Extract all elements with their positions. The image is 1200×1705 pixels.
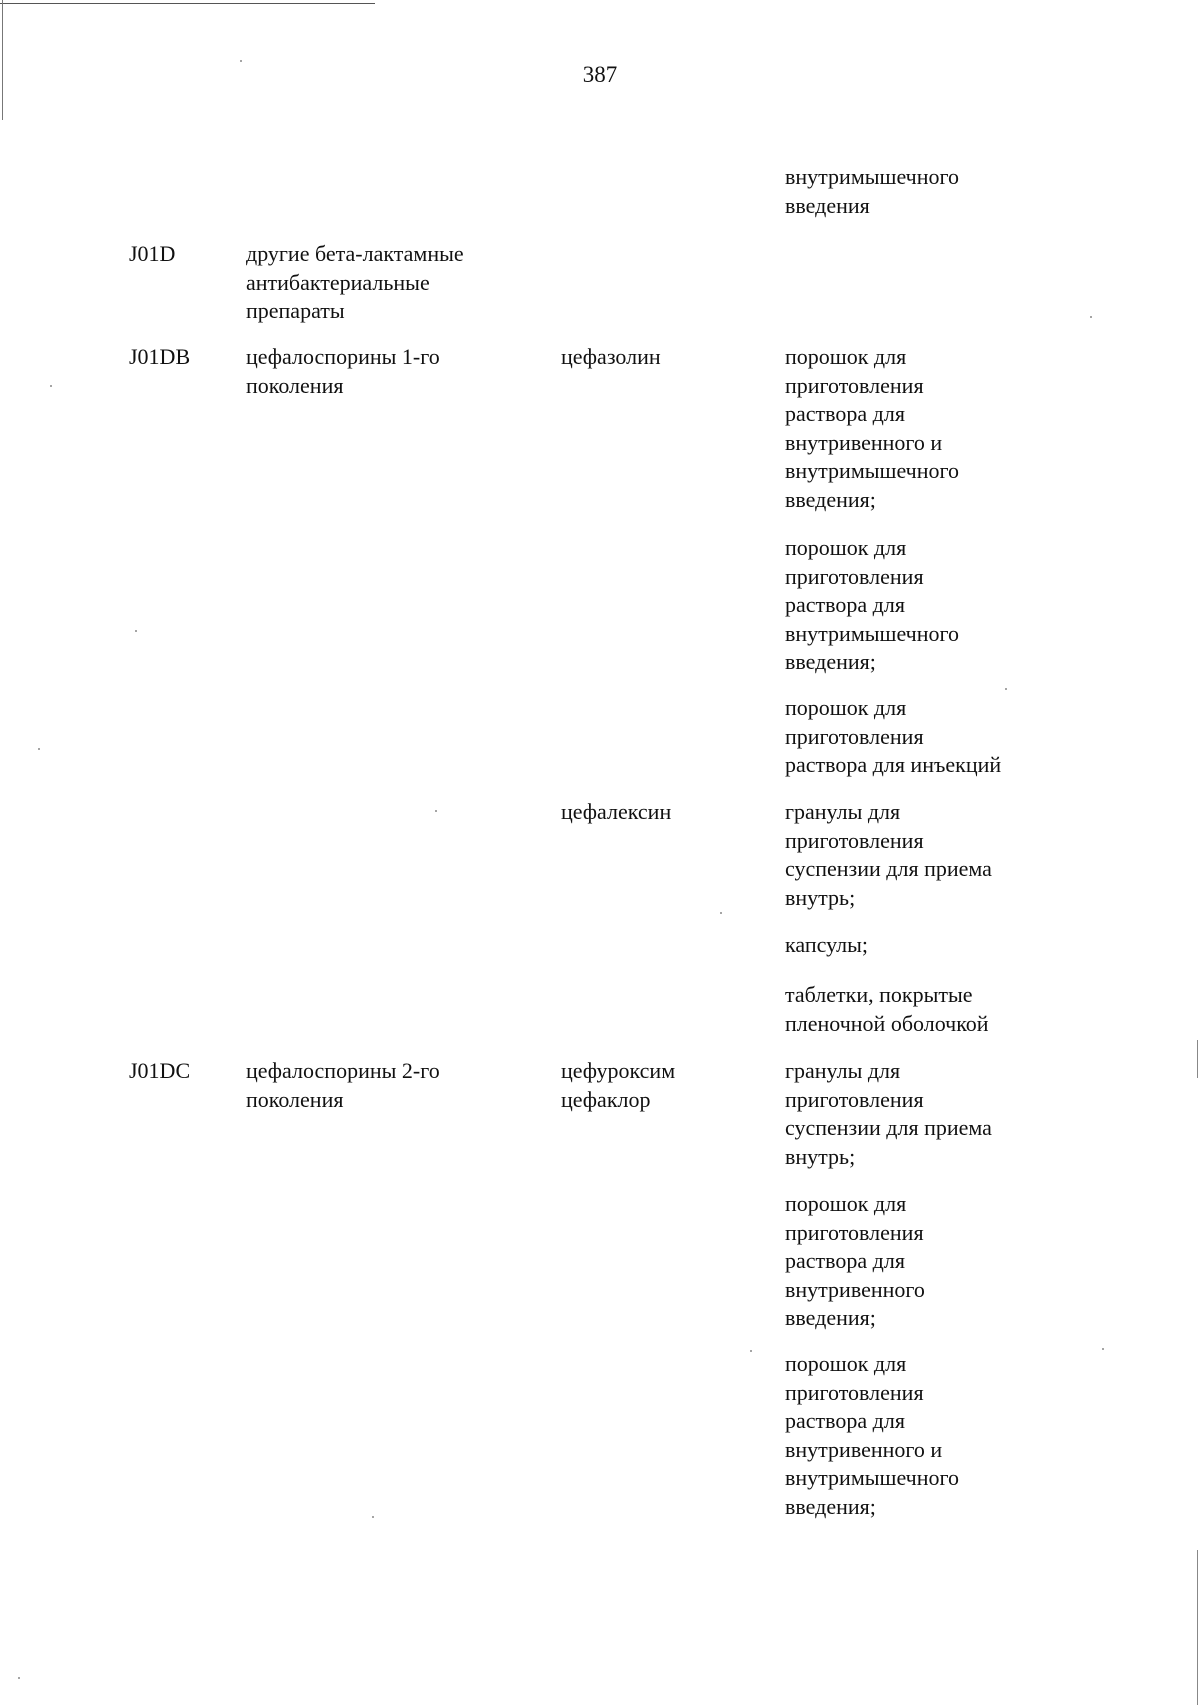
atc-code: J01DC — [129, 1058, 191, 1083]
atc-group-name: другие бета-лактамные антибактериальные препараты — [246, 241, 464, 323]
scan-edge-right — [1197, 1040, 1198, 1078]
dosage-form: капсулы; — [785, 932, 868, 957]
scan-speck — [720, 912, 722, 914]
dosage-form: внутримышечного введения — [785, 164, 959, 218]
dosage-form: порошок для приготовления раствора для инъекций — [785, 695, 1002, 777]
atc-code: J01DB — [129, 344, 191, 369]
atc-group-name: цефалоспорины 2-го поколения — [246, 1058, 440, 1112]
scan-speck — [240, 60, 242, 62]
dosage-form: порошок для приготовления раствора для внутривенного и внутримышечного введения; — [785, 344, 959, 512]
scan-edge-left — [2, 0, 3, 120]
scan-speck — [18, 1677, 20, 1679]
dosage-form: порошок для приготовления раствора для внутривенного введения; — [785, 1191, 925, 1330]
scan-edge-right — [1197, 1550, 1198, 1705]
scan-speck — [435, 810, 437, 812]
dosage-form: таблетки, покрытые пленочной оболочкой — [785, 982, 989, 1036]
atc-code: J01D — [129, 241, 176, 266]
scan-speck — [750, 1350, 752, 1352]
scan-speck — [1090, 316, 1092, 318]
dosage-form: гранулы для приготовления суспензии для приема внутрь; — [785, 1058, 992, 1169]
scan-speck — [50, 385, 52, 387]
scan-speck — [38, 748, 40, 750]
drug-name: цефалексин — [561, 799, 672, 824]
scan-speck — [1102, 1348, 1104, 1350]
scan-speck — [135, 630, 137, 632]
dosage-form: порошок для приготовления раствора для внутримышечного введения; — [785, 535, 959, 674]
scan-edge-top — [0, 3, 375, 4]
atc-group-name: цефалоспорины 1-го поколения — [246, 344, 440, 398]
scan-speck — [1005, 688, 1007, 690]
dosage-form: порошок для приготовления раствора для внутривенного и внутримышечного введения; — [785, 1351, 959, 1519]
dosage-form: гранулы для приготовления суспензии для приема внутрь; — [785, 799, 992, 910]
page-number: 387 — [582, 62, 618, 87]
drug-name: цефазолин — [561, 344, 661, 369]
scan-speck — [372, 1516, 374, 1518]
drug-name: цефуроксим цефаклор — [561, 1058, 676, 1112]
